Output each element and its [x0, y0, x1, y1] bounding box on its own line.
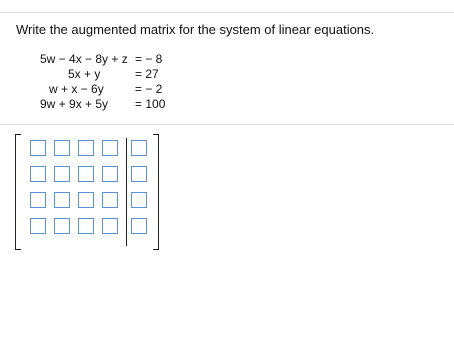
matrix-cell-input[interactable]	[30, 166, 46, 182]
left-bracket	[15, 134, 21, 250]
matrix-cell-input[interactable]	[78, 192, 94, 208]
matrix-cell-input[interactable]	[102, 140, 118, 156]
equation-rhs: = 27	[135, 67, 159, 81]
matrix-cell-input[interactable]	[30, 218, 46, 234]
matrix-cell-input[interactable]	[78, 140, 94, 156]
matrix-cell-input[interactable]	[78, 166, 94, 182]
matrix-cell-input[interactable]	[30, 192, 46, 208]
equation-lhs: 5w − 4x − 8y + z	[40, 52, 128, 66]
matrix-cell-input[interactable]	[54, 140, 70, 156]
equation-rhs: = − 2	[135, 82, 163, 96]
matrix-cell-input[interactable]	[78, 218, 94, 234]
matrix-cell-input[interactable]	[102, 192, 118, 208]
matrix-constant-input[interactable]	[131, 192, 147, 208]
matrix-constant-input[interactable]	[131, 140, 147, 156]
top-divider	[0, 12, 454, 13]
matrix-constant-input[interactable]	[131, 218, 147, 234]
equation-rhs: = − 8	[135, 52, 163, 66]
matrix-constant-input[interactable]	[131, 166, 147, 182]
matrix-cell-input[interactable]	[30, 140, 46, 156]
equation-rhs: = 100	[135, 97, 166, 111]
augment-divider-line	[126, 138, 127, 246]
matrix-cell-input[interactable]	[102, 166, 118, 182]
matrix-cell-input[interactable]	[54, 218, 70, 234]
matrix-cell-input[interactable]	[102, 218, 118, 234]
section-divider	[0, 124, 454, 125]
equation-lhs: 5x + y	[68, 67, 101, 81]
matrix-cell-input[interactable]	[54, 166, 70, 182]
augmented-matrix	[15, 134, 159, 250]
equation-lhs: w + x − 6y	[49, 82, 104, 96]
matrix-cell-input[interactable]	[54, 192, 70, 208]
question-text: Write the augmented matrix for the system of linear equations.	[16, 22, 375, 37]
equation-lhs: 9w + 9x + 5y	[40, 97, 109, 111]
right-bracket	[153, 134, 159, 250]
